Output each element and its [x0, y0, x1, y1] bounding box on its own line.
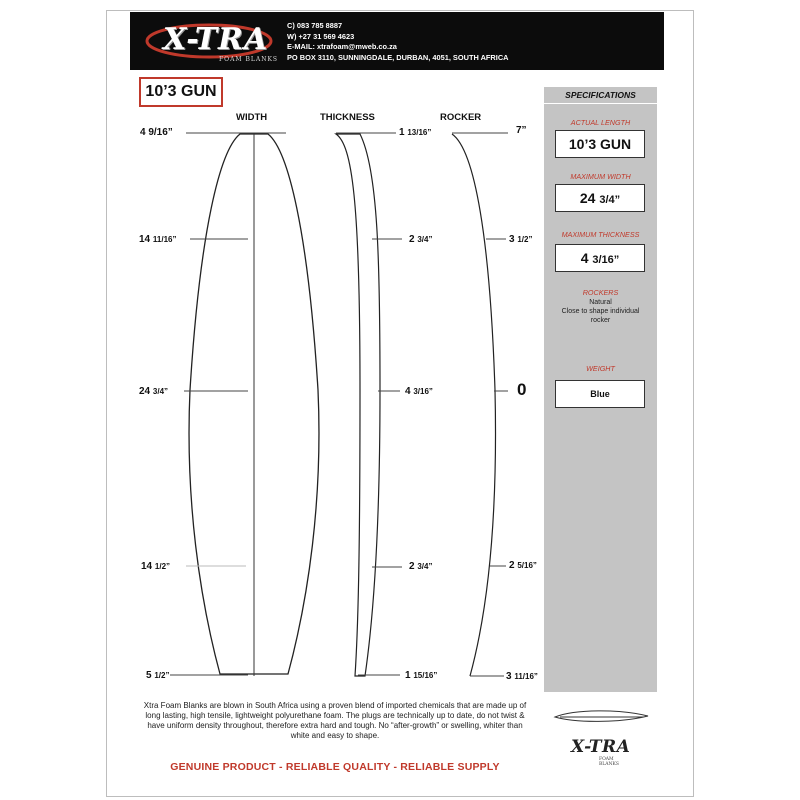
board-side-icon	[555, 711, 648, 722]
actual-length-value: 10’3 GUN	[555, 130, 645, 158]
rocker-measurement-5: 3 11/16”	[506, 671, 538, 682]
brand-subtitle: FOAM BLANKS	[219, 56, 279, 63]
thickness-measurement-2: 2 3/4”	[409, 234, 433, 245]
weight-label: WEIGHT	[586, 364, 615, 373]
footer-logo	[565, 737, 635, 767]
rocker-measurement-4: 2 5/16”	[509, 560, 537, 571]
tagline: GENUINE PRODUCT - RELIABLE QUALITY - RELIABLE SUPPLY	[170, 761, 500, 773]
rockers-label: ROCKERS	[582, 288, 619, 297]
specifications-title: SPECIFICATIONS	[544, 87, 657, 104]
footer-brand-name: X-TRA	[571, 737, 631, 757]
thickness-measurement-1: 1 13/16”	[399, 127, 432, 138]
width-measurement-4: 14 1/2”	[141, 561, 171, 572]
width-measurement-5: 5 1/2”	[146, 670, 170, 681]
thickness-profile	[336, 134, 380, 676]
weight-value: Blue	[555, 380, 645, 408]
max-width-value: 24 3/4”	[555, 184, 645, 212]
thickness-measurement-4: 2 3/4”	[409, 561, 433, 572]
max-width-label: MAXIMUM WIDTH	[570, 172, 631, 181]
phone-number: C) 083 785 8887	[287, 21, 343, 30]
rocker-column-heading: ROCKER	[440, 112, 482, 123]
actual-length-label: ACTUAL LENGTH	[570, 118, 631, 127]
max-thickness-label: MAXIMUM THICKNESS	[561, 230, 640, 239]
rockers-description: Natural Close to shape individual rocker	[561, 299, 640, 324]
model-title: 10’3 GUN	[139, 77, 223, 107]
width-measurement-3: 24 3/4”	[139, 386, 169, 397]
rocker-measurement-2: 3 1/2”	[509, 234, 533, 245]
max-thickness-value: 4 3/16”	[555, 244, 645, 272]
footer-brand-subtitle: FOAM BLANKS	[599, 757, 619, 767]
thickness-measurement-5: 1 15/16”	[405, 670, 438, 681]
width-column-heading: WIDTH	[236, 112, 268, 123]
thickness-column-heading: THICKNESS	[320, 112, 375, 123]
rocker-measurement-3: 0	[517, 380, 527, 399]
thickness-measurement-3: 4 3/16”	[405, 386, 433, 397]
rocker-profile	[452, 134, 496, 676]
email-address: E-MAIL: xtrafoam@mweb.co.za	[287, 42, 397, 51]
product-description: Xtra Foam Blanks are blown in South Africa using a proven blend of imported chemicals that are made up of long lasting, high tensile, lightweight polyurethane foam. The plugs are technically up to date, do not twist & have uniform density throughout, therefore extra hard and tough. No “after-growth” or swelling, whiter than white and easy to shape.	[143, 701, 527, 740]
width-measurement-2: 14 11/16”	[139, 234, 177, 245]
postal-address: PO BOX 3110, SUNNINGDALE, DURBAN, 4051, SOUTH AFRICA	[287, 52, 509, 62]
rocker-measurement-1: 7”	[516, 125, 527, 136]
width-measurement-1: 4 9/16”	[140, 127, 173, 138]
work-number: W) +27 31 569 4623	[287, 31, 355, 41]
brand-name: X-TRA	[163, 22, 269, 57]
